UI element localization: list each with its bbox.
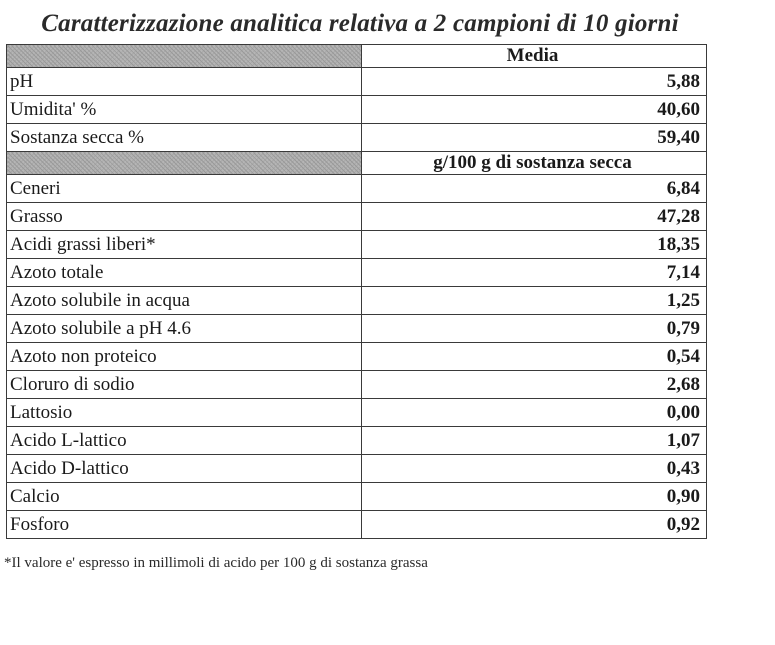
table-row (7, 231, 707, 259)
table-title: Caratterizzazione analitica relativa a 2 campioni di 10 giorni (41, 10, 679, 37)
table-row (7, 371, 707, 399)
row-label: Grasso (7, 203, 362, 231)
table-row (7, 175, 707, 203)
row-value: 0,43 (362, 455, 707, 483)
row-label: Umidita' % (7, 96, 362, 124)
table-row (7, 511, 707, 539)
row-value: 2,68 (362, 371, 707, 399)
table-row (7, 399, 707, 427)
row-value: 47,28 (362, 203, 707, 231)
row-value: 0,79 (362, 315, 707, 343)
shaded-section-cell (7, 152, 362, 175)
header-row (7, 45, 707, 68)
row-label: Ceneri (7, 175, 362, 203)
row-value: 5,88 (362, 68, 707, 96)
section-header-dry-matter: g/100 g di sostanza secca (362, 152, 707, 175)
row-label: Azoto solubile in acqua (7, 287, 362, 315)
row-label: Acido D-lattico (7, 455, 362, 483)
row-value: 40,60 (362, 96, 707, 124)
shaded-header-cell (7, 45, 362, 68)
section-header-row (7, 152, 707, 175)
row-value: 7,14 (362, 259, 707, 287)
column-header-media: Media (362, 45, 707, 68)
table-row (7, 315, 707, 343)
table-row (7, 259, 707, 287)
row-value: 1,07 (362, 427, 707, 455)
row-label: Cloruro di sodio (7, 371, 362, 399)
footnote: *Il valore e' espresso in millimoli di acido per 100 g di sostanza grassa (4, 555, 428, 571)
row-value: 0,90 (362, 483, 707, 511)
row-value: 1,25 (362, 287, 707, 315)
row-value: 0,00 (362, 399, 707, 427)
row-label: Azoto totale (7, 259, 362, 287)
row-value: 59,40 (362, 124, 707, 152)
row-value: 0,92 (362, 511, 707, 539)
row-label: Calcio (7, 483, 362, 511)
row-value: 6,84 (362, 175, 707, 203)
table-row (7, 343, 707, 371)
table-row (7, 427, 707, 455)
row-label: Sostanza secca % (7, 124, 362, 152)
row-label: Lattosio (7, 399, 362, 427)
row-label: Fosforo (7, 511, 362, 539)
row-value: 18,35 (362, 231, 707, 259)
table-row (7, 483, 707, 511)
row-label: Acido L-lattico (7, 427, 362, 455)
table-row (7, 203, 707, 231)
row-value: 0,54 (362, 343, 707, 371)
row-label: Azoto solubile a pH 4.6 (7, 315, 362, 343)
table-row (7, 96, 707, 124)
analysis-table (6, 44, 707, 539)
table-row (7, 287, 707, 315)
row-label: Acidi grassi liberi* (7, 231, 362, 259)
table-row (7, 124, 707, 152)
row-label: Azoto non proteico (7, 343, 362, 371)
table-row (7, 455, 707, 483)
row-label: pH (7, 68, 362, 96)
table-row (7, 68, 707, 96)
